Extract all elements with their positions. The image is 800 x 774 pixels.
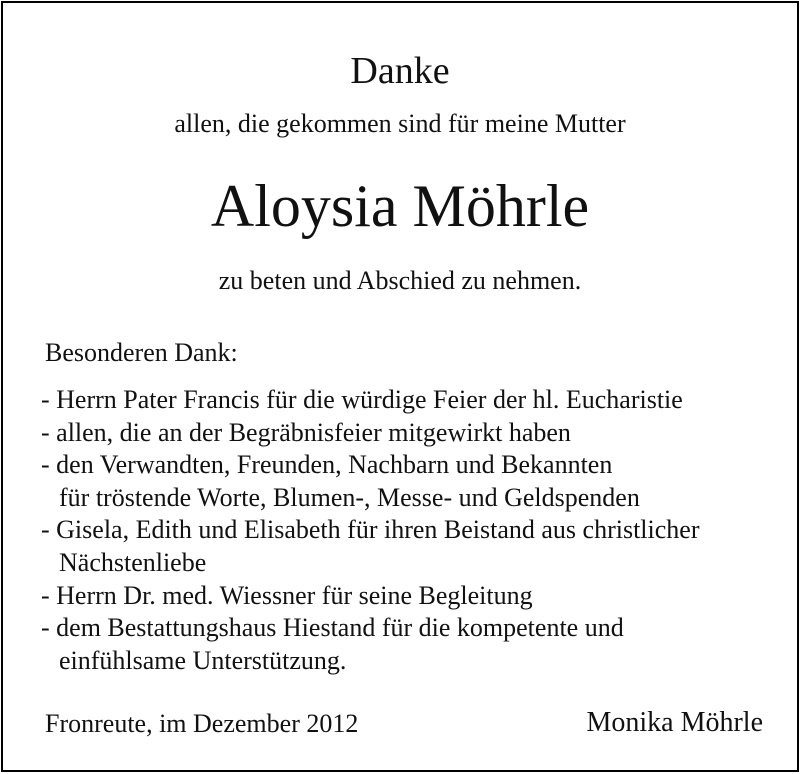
thanks-line: - Herrn Pater Francis für die würdige Feier der hl. Eucharistie [41,385,683,414]
page-title: Danke [350,50,450,92]
thanks-line: - allen, die an der Begräbnisfeier mitgewirkt haben [41,417,571,447]
thanks-line-continuation: einfühlsame Unterstützung. [59,645,347,675]
thanks-line: - den Verwandten, Freunden, Nachbarn und Bekannten [41,450,613,480]
thanks-list [41,384,700,677]
thanks-line: - Gisela, Edith und Elisabeth für ihren Beistand aus christlicher [41,515,700,545]
thanks-line: - dem Bestattungshaus Hiestand für die kompetente und [41,613,624,643]
intro-line: allen, die gekommen sind für meine Mutter [174,109,626,138]
thanks-line-continuation: Nächstenliebe [59,547,207,577]
place-date: Fronreute, im Dezember 2012 [45,709,359,738]
intro-line-2: zu beten und Abschied zu nehmen. [218,266,582,295]
obituary-card [1,1,799,772]
thanks-heading: Besonderen Dank: [45,338,238,367]
thanks-line-continuation: für tröstende Worte, Blumen-, Messe- und Geldspenden [59,482,640,512]
deceased-name: Aloysia Möhrle [210,173,590,239]
signature: Monika Möhrle [586,707,763,738]
thanks-line: - Herrn Dr. med. Wiessner für seine Begleitung [41,580,533,610]
